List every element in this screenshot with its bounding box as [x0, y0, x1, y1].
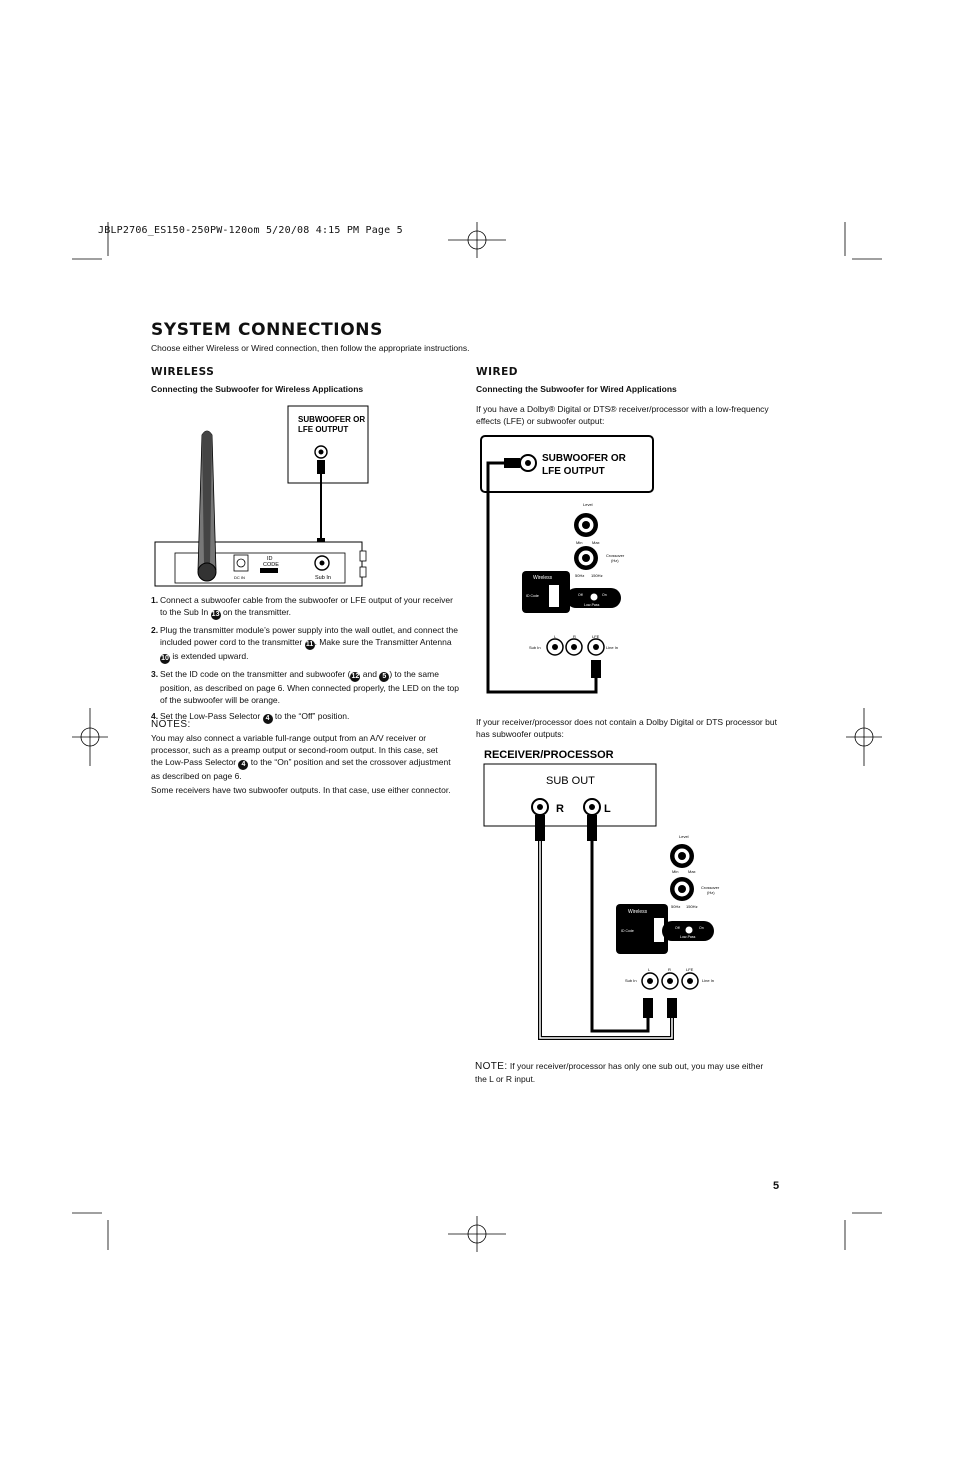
svg-text:Wireless: Wireless	[533, 575, 553, 581]
svg-text:(Hz): (Hz)	[707, 890, 715, 895]
intro-text: Choose either Wireless or Wired connection, then follow the appropriate instructions.	[151, 343, 470, 353]
svg-text:ID Code: ID Code	[621, 929, 634, 933]
code-label: CODE	[263, 562, 279, 568]
note-2: Some receivers have two subwoofer outputs. In that case, use either connector.	[151, 785, 451, 795]
sub-in-label: Sub In	[315, 575, 331, 581]
svg-text:(Hz): (Hz)	[611, 558, 619, 563]
wireless-diagram	[150, 405, 370, 590]
svg-text:Max: Max	[592, 540, 600, 545]
svg-text:Level: Level	[583, 502, 593, 507]
callout-badge: 10	[161, 655, 169, 662]
svg-text:Off: Off	[675, 926, 680, 930]
svg-text:150Hz: 150Hz	[686, 904, 698, 909]
svg-text:Off: Off	[578, 593, 583, 597]
wired-diagram-2	[482, 746, 722, 1056]
svg-text:LFE: LFE	[686, 967, 694, 972]
callout-badge: 12	[351, 673, 360, 680]
callout-badge: 5	[379, 672, 389, 682]
svg-text:Crossover: Crossover	[606, 553, 625, 558]
wired-para-1: If you have a Dolby® Digital or DTS® receiver/processor with a low-frequency effects (LFE) or subwoofer output:	[476, 404, 769, 426]
svg-text:Level: Level	[679, 834, 689, 839]
svg-text:Sub In: Sub In	[529, 645, 541, 650]
amp-panel-2	[616, 834, 720, 989]
wired-heading: WIRED	[476, 366, 518, 378]
svg-text:50Hz: 50Hz	[671, 904, 681, 909]
wireless-subheading: Connecting the Subwoofer for Wireless Applications	[151, 384, 364, 394]
svg-text:L: L	[554, 634, 557, 639]
svg-text:Line In: Line In	[606, 645, 619, 650]
svg-text:On: On	[602, 593, 607, 597]
svg-text:Crossover: Crossover	[701, 885, 720, 890]
callout-badge: 4	[238, 760, 248, 770]
svg-text:50Hz: 50Hz	[575, 573, 585, 578]
note-heading: NOTE:	[475, 1061, 508, 1072]
callout-badge: 13	[211, 611, 220, 618]
page-title: SYSTEM CONNECTIONS	[151, 320, 383, 340]
callout-badge: 11	[305, 641, 314, 648]
page-number: 5	[773, 1180, 780, 1192]
step-4: 4. Set the Low-Pass Selector 4 to the “Off” position.	[151, 711, 350, 722]
wired-diagram-1	[478, 434, 658, 696]
l-label: L	[604, 803, 611, 815]
svg-text:LFE: LFE	[592, 634, 600, 639]
svg-text:Min: Min	[576, 540, 583, 545]
svg-text:150Hz: 150Hz	[591, 573, 603, 578]
notes-heading: NOTES:	[151, 719, 191, 730]
svg-text:Wireless: Wireless	[628, 909, 648, 915]
note-1: You may also connect a variable full-range output from an A/V receiver or processor, such as a preamp output or second-room output. In this case, set the Low-Pass Selector 4 to the “On” position and set the crossover adjustment as described on page 6.	[151, 733, 451, 781]
step-2: 2. Plug the transmitter module’s power supply into the wall outlet, and connect the included power cord to the transmitter 11. Make sure the Transmitter Antenna 10 is extended upward.	[151, 625, 458, 662]
svg-text:R: R	[573, 634, 576, 639]
svg-text:Line In: Line In	[702, 978, 715, 983]
id-label: ID	[267, 556, 273, 562]
dc-label: DC IN	[234, 575, 245, 580]
svg-text:Max: Max	[688, 869, 696, 874]
r-label: R	[556, 803, 564, 815]
box1-label-2: LFE OUTPUT	[542, 466, 605, 477]
box1-label-1: SUBWOOFER OR	[542, 453, 626, 464]
svg-text:R: R	[668, 967, 671, 972]
svg-text:Low-Pass: Low-Pass	[584, 603, 600, 607]
svg-text:On: On	[699, 926, 704, 930]
wired-para-2: If your receiver/processor does not contain a Dolby Digital or DTS processor but has subwoofer outputs:	[476, 717, 777, 739]
svg-text:ID Code: ID Code	[526, 594, 539, 598]
svg-text:Low-Pass: Low-Pass	[680, 935, 696, 939]
step-3: 3. Set the ID code on the transmitter and subwoofer (12 and 5 ) to the same position, as described on page 6. When connected properly, the LED on the top of the subwoofer will be orange.	[151, 669, 459, 705]
box-label-1: SUBWOOFER OR	[298, 415, 366, 424]
step-1: 1. Connect a subwoofer cable from the subwoofer or LFE output of your receiver to the Sub In 13 on the transmitter.	[151, 595, 453, 618]
wireless-steps	[151, 594, 461, 728]
sub-out-label: SUB OUT	[546, 775, 595, 787]
amp-panel-1	[522, 502, 625, 655]
file-slug: JBLP2706_ES150-250PW-120om 5/20/08 4:15 PM Page 5	[98, 225, 403, 236]
receiver-header: RECEIVER/PROCESSOR	[484, 749, 614, 761]
wireless-heading: WIRELESS	[151, 366, 215, 378]
callout-badge: 4	[263, 714, 273, 724]
wired-subheading: Connecting the Subwoofer for Wired Applications	[476, 384, 677, 394]
wired-note: NOTE: If your receiver/processor has only one sub out, you may use either the L or R input.	[475, 1061, 764, 1084]
svg-text:Min: Min	[672, 869, 679, 874]
svg-text:L: L	[648, 967, 651, 972]
svg-text:Sub In: Sub In	[625, 978, 637, 983]
box-label-2: LFE OUTPUT	[298, 425, 349, 434]
